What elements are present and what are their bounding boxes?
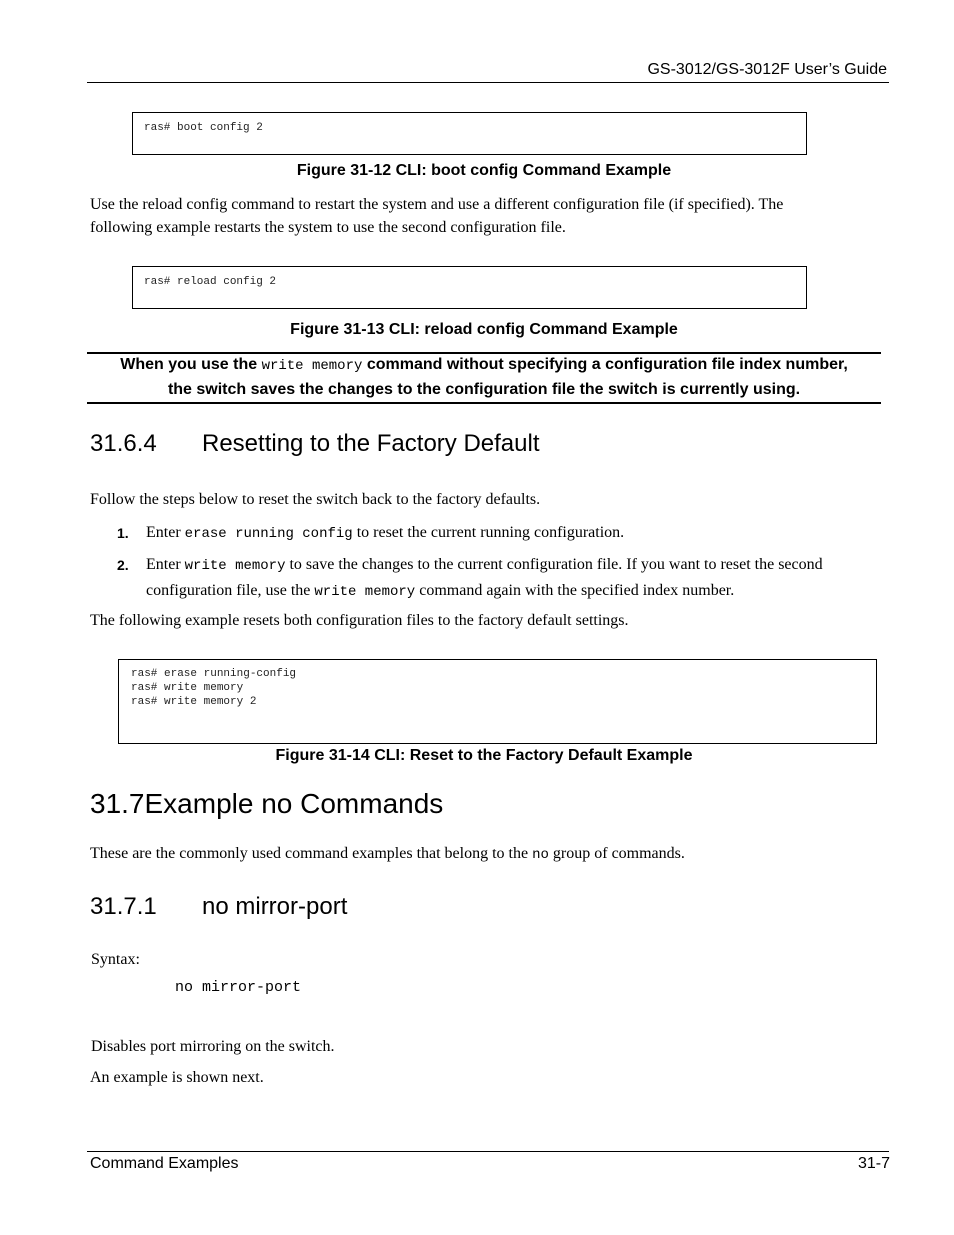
step-2-text [146, 553, 886, 604]
note-line-1 [87, 353, 881, 378]
footer-section-name: Command Examples [90, 1155, 239, 1172]
paragraph-text: These are the commonly used command examples that belong to the [90, 845, 533, 862]
section-title-31-6-4: Resetting to the Factory Default [202, 430, 540, 457]
paragraph-reload [90, 193, 890, 239]
paragraph-follow-steps: Follow the steps below to reset the switch back to the factory defaults. [90, 491, 541, 508]
note-bottom-rule [87, 402, 881, 404]
figure-caption-31-12: Figure 31-12 CLI: boot config Command Example [296, 162, 672, 179]
paragraph-line: Use the reload config command to restart the system and use a different configuration file (if specified). The [90, 196, 784, 213]
code-text: ras# reload config 2 [144, 276, 277, 288]
footer-page-number: 31-7 [857, 1155, 890, 1172]
paragraph-no-commands [90, 842, 685, 867]
code-text: ras# boot config 2 [144, 122, 263, 134]
step-text: to reset the current running configuration. [352, 524, 625, 541]
inline-code: no [532, 847, 549, 863]
step-text: to save the changes to the current configuration file. If you want to reset the second [285, 556, 823, 573]
paragraph-line: following example restarts the system to use the second configuration file. [90, 219, 566, 236]
step-number-1: 1. [117, 525, 129, 541]
section-number-31-7: 31.7 [90, 788, 145, 819]
note-text: command without specifying a configuration file index number, [362, 356, 848, 373]
paragraph-text: group of commands. [548, 845, 685, 862]
step-text: Enter [146, 556, 185, 573]
header-rule [87, 82, 889, 83]
step-2-line-2 [146, 579, 886, 604]
section-title-31-7-1: no mirror-port [202, 893, 348, 920]
note-code: write memory [261, 358, 363, 374]
section-title-31-7: Example no Commands [144, 788, 444, 819]
step-2-line-1 [146, 553, 886, 578]
step-text: command again with the specified index number. [415, 582, 735, 599]
section-number-31-7-1: 31.7.1 [90, 893, 157, 920]
code-line: ras# erase running-config [131, 668, 297, 680]
section-heading-31-7 [90, 788, 443, 820]
code-box-reset-factory [118, 659, 877, 744]
step-1-text [146, 521, 624, 546]
note-box [87, 353, 881, 402]
syntax-code: no mirror-port [175, 979, 302, 996]
step-text: configuration file, use the [146, 582, 315, 599]
paragraph-disables: Disables port mirroring on the switch. [91, 1038, 335, 1055]
syntax-label: Syntax: [91, 951, 140, 968]
step-text: Enter [146, 524, 185, 541]
code-box-reload-config [132, 266, 807, 309]
step-code: write memory [184, 558, 286, 574]
figure-caption-31-14: Figure 31-14 CLI: Reset to the Factory Default Example [275, 747, 693, 764]
figure-caption-31-13: Figure 31-13 CLI: reload config Command Example [290, 321, 678, 338]
step-code: erase running config [184, 526, 353, 542]
code-line: ras# write memory [131, 682, 244, 694]
guide-title: GS-3012/GS-3012F User’s Guide [647, 61, 887, 78]
code-box-boot-config [132, 112, 807, 155]
note-line-2: the switch saves the changes to the configuration file the switch is currently using. [167, 381, 801, 398]
paragraph-following-example: The following example resets both configuration files to the factory default settings. [90, 612, 629, 629]
paragraph-example-next: An example is shown next. [90, 1069, 264, 1086]
step-number-2: 2. [117, 557, 129, 573]
code-line: ras# write memory 2 [131, 696, 257, 708]
section-number-31-6-4: 31.6.4 [90, 430, 157, 457]
note-text: When you use the [120, 356, 262, 373]
footer-rule [87, 1151, 889, 1152]
step-code: write memory [314, 584, 416, 600]
